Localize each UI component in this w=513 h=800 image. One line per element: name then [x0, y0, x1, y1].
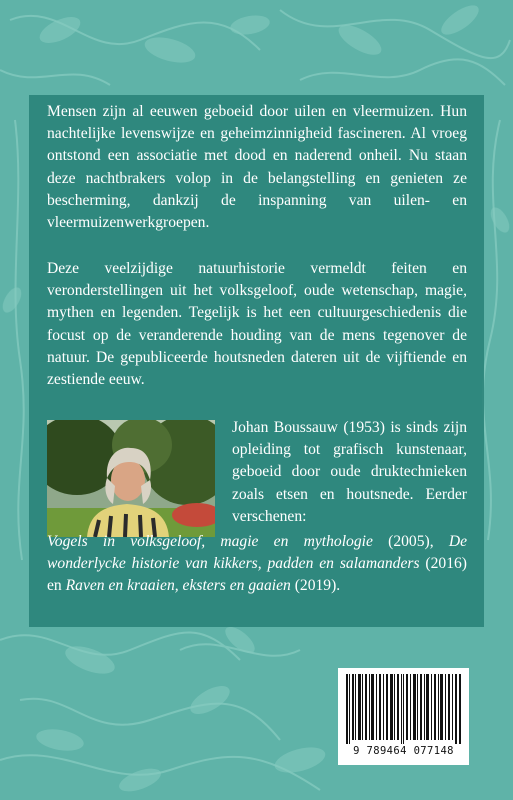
- barcode-bars: [346, 674, 461, 744]
- description-paragraph-2: Deze veelzijdige natuurhistorie vermeldt feiten en veronderstellingen uit het volksgeloof, oude wetenschap, magie, mythen en legenden. Tegelijk is het een cultuurgeschiedenis die focust op de veranderende houding van de mens tegenover de natuur. De gepubliceerde houtsneden dateren uit de vijftiende en zestiende eeuw.: [47, 260, 467, 389]
- book-year-2: (2016) en: [47, 555, 467, 595]
- isbn-barcode: [338, 668, 469, 765]
- author-photo: [47, 420, 215, 537]
- isbn-digits: 9 789464 077148: [353, 745, 454, 757]
- book-title-2: De wonderlycke historie van kikkers, padden en salamanders: [47, 533, 468, 573]
- text-panel: [29, 95, 484, 627]
- book-year-3: (2019).: [294, 577, 341, 595]
- description-paragraph-1: Mensen zijn al eeuwen geboeid door uilen en vleermuizen. Hun nachtelijke levenswijze en geheimzinnigheid fascineren. Al vroeg ontstond een associatie met dood en naderend onheil. Nu staan deze nachtbrakers volop in de belangstelling en genieten ze bescherming, dankzij de inspanning van uilen- en vleermuizenwerkgroepen.: [47, 103, 467, 232]
- author-bio: [232, 417, 467, 528]
- book-title-1: Vogels in volksgeloof, magie en mythologie: [47, 533, 373, 550]
- book-year-1: (2005),: [388, 533, 434, 550]
- author-bio-intro: Johan Boussauw (1953) is sinds zijn opleiding tot grafisch kunstenaar, geboeid door oude druktechnieken zoals etsen en houtsnede. Eerder verschenen:: [232, 419, 467, 525]
- book-title-3: Raven en kraaien, eksters en gaaien: [65, 577, 291, 595]
- author-bio-publications: [47, 531, 467, 598]
